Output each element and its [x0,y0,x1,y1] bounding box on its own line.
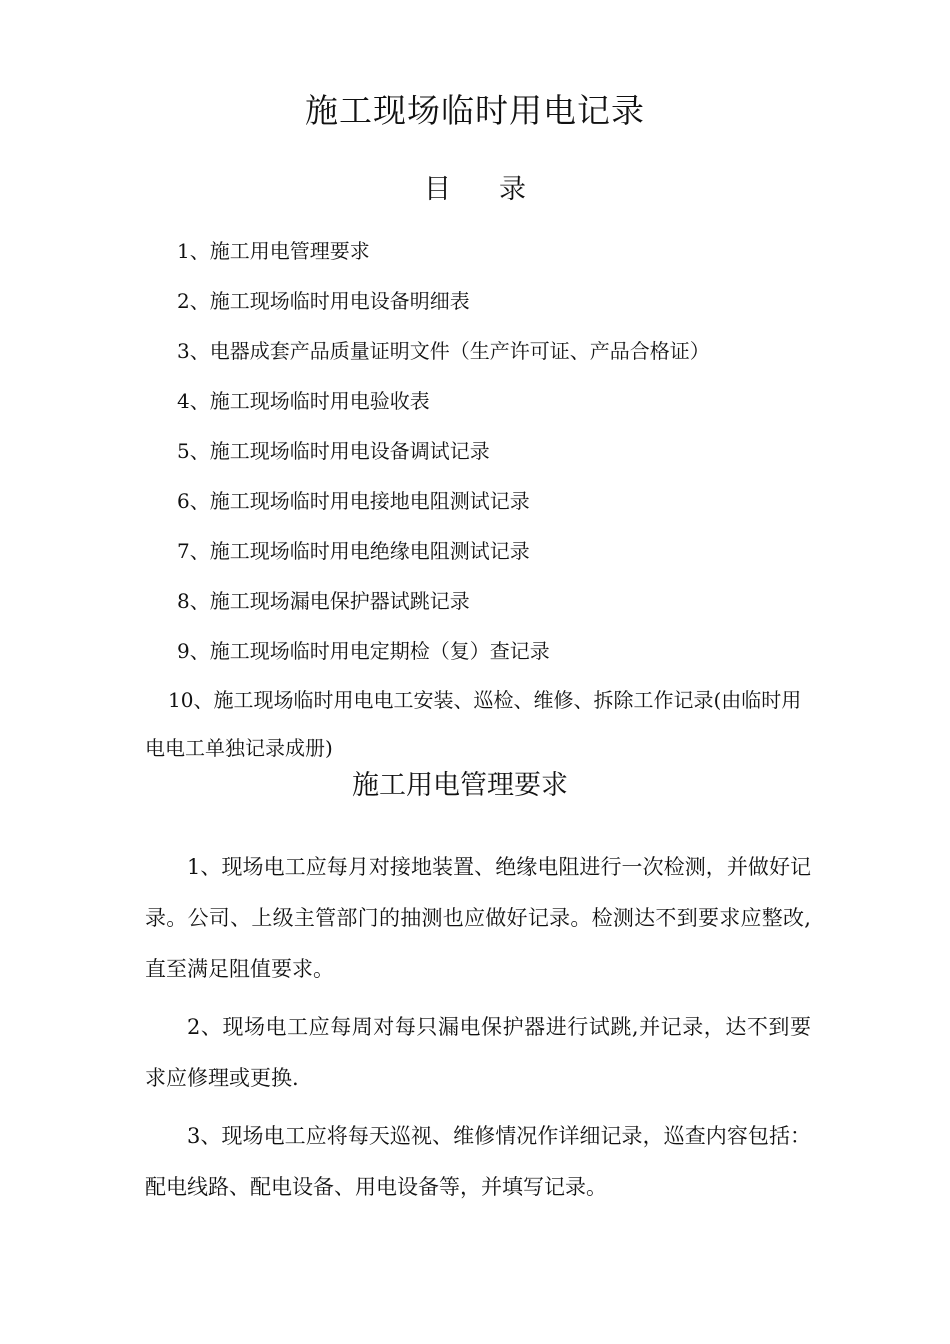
paragraph-1: 1、现场电工应每月对接地装置、绝缘电阻进行一次检测，并做好记录。公司、上级主管部门的抽测也应做好记录。检测达不到要求应整改,直至满足阻值要求。 [145,855,811,981]
toc-heading-left: 目 [424,174,451,205]
toc-heading [0,170,950,210]
toc-item-3: 3、电器成套产品质量证明文件（生产许可证、产品合格证） [177,339,710,363]
toc-heading-right: 录 [499,174,526,205]
toc-item-4: 4、施工现场临时用电验收表 [177,389,430,413]
paragraph-2: 2、现场电工应每周对每只漏电保护器进行试跳,并记录，达不到要求应修理或更换. [145,1015,811,1090]
toc-item-6: 6、施工现场临时用电接地电阻测试记录 [177,489,530,513]
toc-item-1: 1、施工用电管理要求 [177,239,370,263]
toc-item-7: 7、施工现场临时用电绝缘电阻测试记录 [177,539,530,563]
toc-item-2: 2、施工现场临时用电设备明细表 [177,289,470,313]
table-of-contents [145,226,815,772]
document-title: 施工现场临时用电记录 [305,91,645,130]
section-body [145,842,811,1220]
section-title: 施工用电管理要求 [352,770,568,801]
toc-item-5: 5、施工现场临时用电设备调试记录 [177,439,490,463]
paragraph-3: 3、现场电工应将每天巡视、维修情况作详细记录，巡查内容包括：配电线路、配电设备、用电设备等，并填写记录。 [145,1124,811,1199]
toc-item-9: 9、施工现场临时用电定期检（复）查记录 [177,639,550,663]
toc-item-10: 10、施工现场临时用电电工安装、巡检、维修、拆除工作记录(由临时用电电工单独记录成册) [145,688,802,760]
toc-item-8: 8、施工现场漏电保护器试跳记录 [177,589,470,613]
